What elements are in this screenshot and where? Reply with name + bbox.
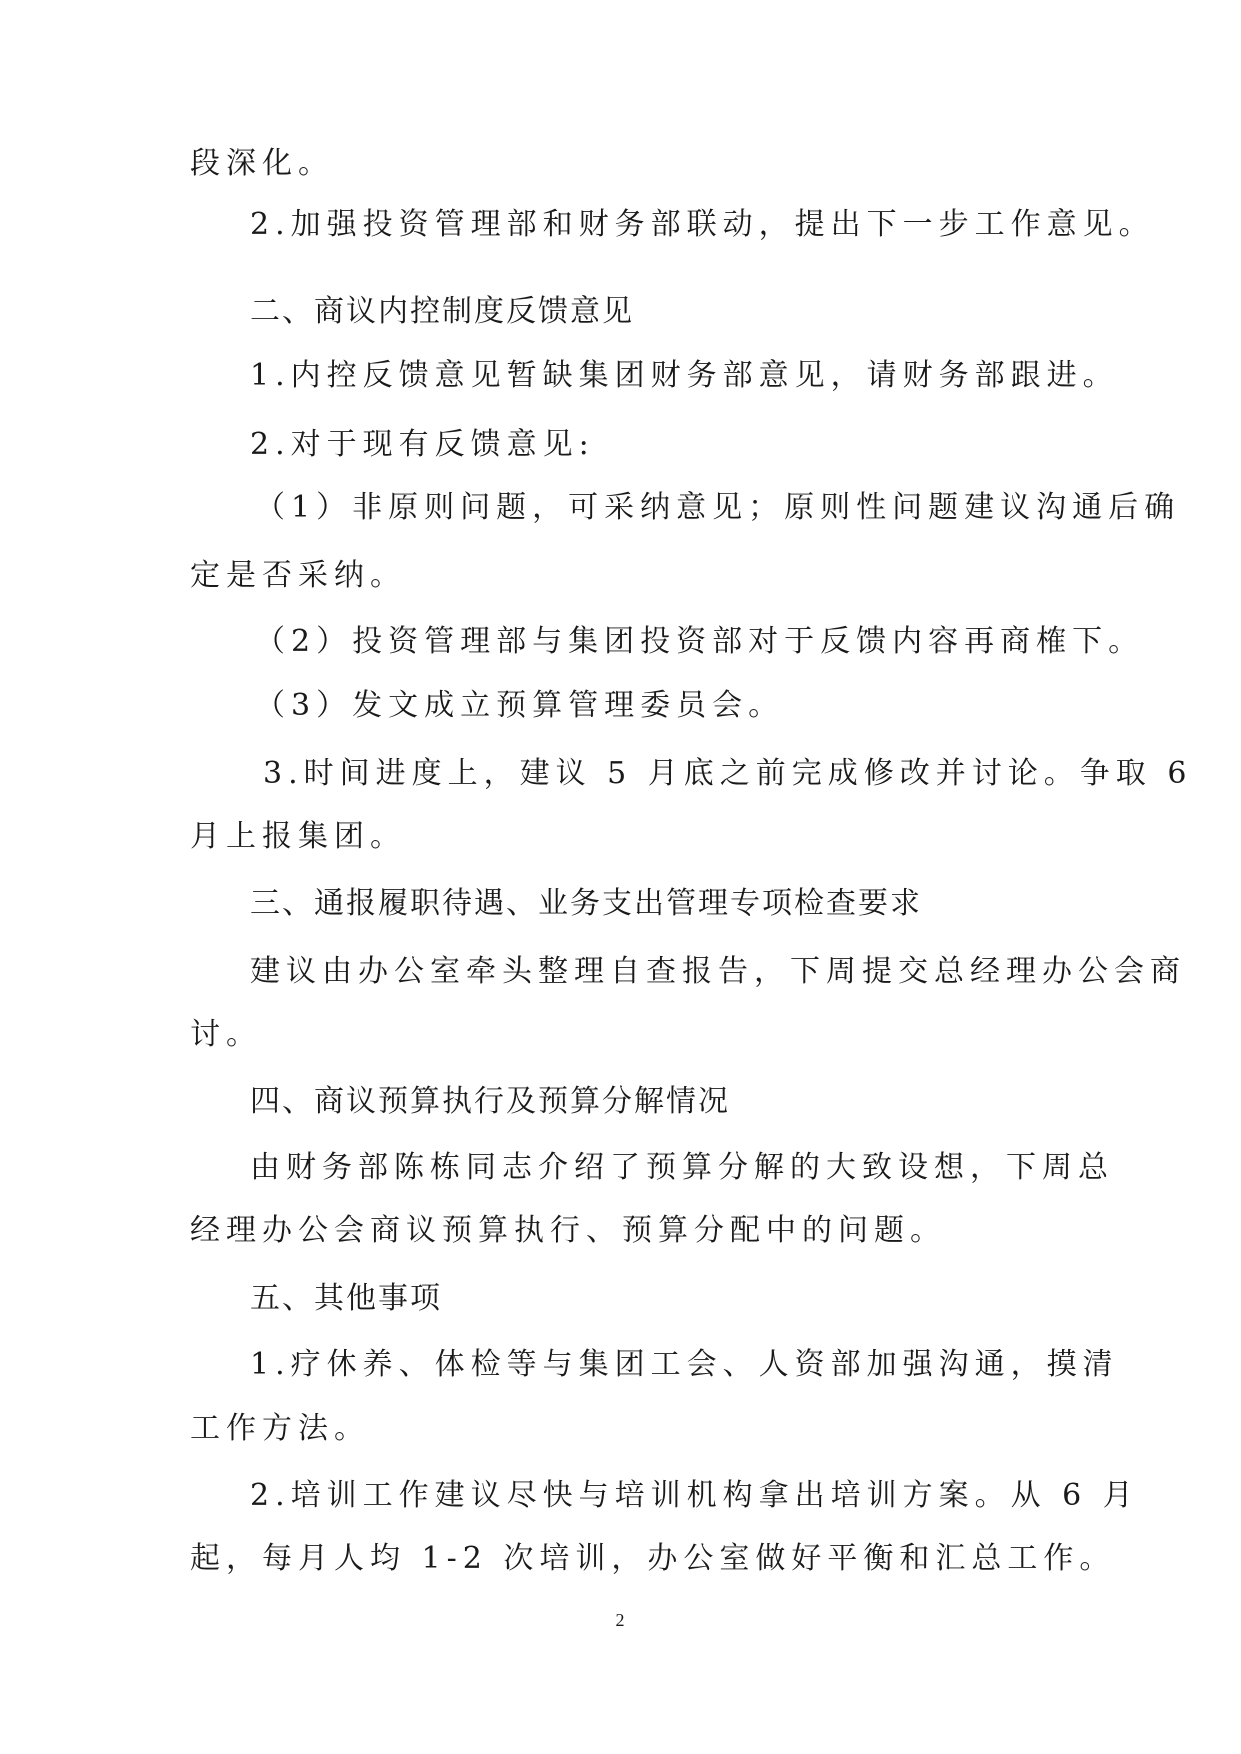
paragraph-line: 2.对于现有反馈意见: <box>250 427 595 462</box>
paragraph-line: 1.疗休养、体检等与集团工会、人资部加强沟通，摸清 <box>250 1347 1119 1382</box>
paragraph-line: （3）发文成立预算管理委员会。 <box>255 688 785 723</box>
paragraph-line: 由财务部陈栋同志介绍了预算分解的大致设想，下周总 <box>250 1150 1114 1185</box>
paragraph-line: 工作方法。 <box>190 1411 370 1446</box>
section-heading: 五、其他事项 <box>250 1281 442 1316</box>
page-number: 2 <box>615 1610 625 1630</box>
section-heading: 二、商议内控制度反馈意见 <box>250 294 634 329</box>
paragraph-line: 2.加强投资管理部和财务部联动，提出下一步工作意见。 <box>250 207 1155 242</box>
paragraph-line: （1）非原则问题，可采纳意见；原则性问题建议沟通后确 <box>255 490 1181 525</box>
paragraph-line: 起，每月人均 1-2 次培训，办公室做好平衡和汇总工作。 <box>190 1541 1116 1576</box>
paragraph-line: 2.培训工作建议尽快与培训机构拿出培训方案。从 6 月 <box>250 1478 1139 1513</box>
paragraph-line: （2）投资管理部与集团投资部对于反馈内容再商榷下。 <box>255 624 1145 659</box>
paragraph-line: 段深化。 <box>190 146 334 181</box>
paragraph-line: 经理办公会商议预算执行、预算分配中的问题。 <box>190 1213 946 1248</box>
paragraph-line: 讨。 <box>190 1017 262 1052</box>
paragraph-line: 3.时间进度上，建议 5 月底之前完成修改并讨论。争取 6 <box>263 756 1193 791</box>
paragraph-line: 定是否采纳。 <box>190 558 406 593</box>
section-heading: 四、商议预算执行及预算分解情况 <box>250 1084 730 1119</box>
paragraph-line: 建议由办公室牵头整理自查报告，下周提交总经理办公会商 <box>250 954 1186 989</box>
paragraph-line: 月上报集团。 <box>190 819 406 854</box>
section-heading: 三、通报履职待遇、业务支出管理专项检查要求 <box>250 886 922 921</box>
paragraph-line: 1.内控反馈意见暂缺集团财务部意见，请财务部跟进。 <box>250 358 1119 393</box>
